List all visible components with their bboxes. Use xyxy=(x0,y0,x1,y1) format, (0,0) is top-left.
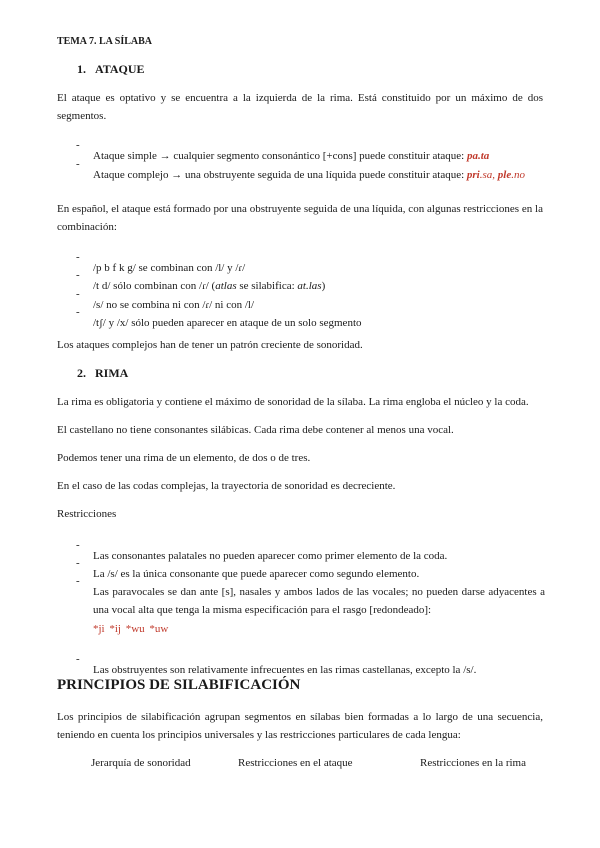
paragraph-restricciones: Restricciones xyxy=(57,508,117,520)
doc-title: TEMA 7. LA SÍLABA xyxy=(57,36,153,47)
list-dash: - xyxy=(76,575,80,587)
list-item-combination-3: /s/ no se combina ni con /ɾ/ ni con /l/ xyxy=(93,299,255,311)
list-dash: - xyxy=(76,251,80,263)
list-dash: - xyxy=(76,269,80,281)
example-atlas: atlas xyxy=(215,280,237,292)
list-item-restriction-4: Las obstruyentes son relativamente infrecuentes en las rimas castellanas, excepto la /s/. xyxy=(93,664,477,676)
example-prisa: pri.sa, xyxy=(466,169,496,181)
paragraph-rima-2: El castellano no tiene consonantes silábicas. Cada rima debe contener al menos una vocal. xyxy=(57,424,454,436)
example-pleno: ple.no xyxy=(497,169,525,181)
paragraph-principios: Los principios de silabificación agrupan segmentos en sílabas bien formadas a lo largo de una secuencia, teniendo en cuenta los principios universales y las restricciones particulares de cada lengua: xyxy=(57,711,543,741)
section-2-number: 2. xyxy=(77,366,86,380)
paragraph-rima-3: Podemos tener una rima de un elemento, de dos o de tres. xyxy=(57,452,311,464)
column-jerarquia: Jerarquía de sonoridad xyxy=(91,757,191,769)
list-dash: - xyxy=(76,557,80,569)
list-dash: - xyxy=(76,158,80,170)
example-pata: pa.ta xyxy=(466,150,490,162)
column-ataque: Restricciones en el ataque xyxy=(238,757,353,769)
section-2-heading: RIMA xyxy=(95,366,129,380)
column-rima: Restricciones en la rima xyxy=(420,757,526,769)
section-1-number: 1. xyxy=(77,62,86,76)
list-dash: - xyxy=(76,139,80,151)
example-at-las: at.las xyxy=(297,280,322,292)
list-item-combination-2: /t d/ sólo combinan con /ɾ/ (atlas se silabifica: at.las) xyxy=(93,280,326,292)
paragraph-rima-1: La rima es obligatoria y contiene el máximo de sonoridad de la sílaba. La rima engloba el núcleo y la coda. xyxy=(57,396,529,408)
paragraph-rima-4: En el caso de las codas complejas, la trayectoria de sonoridad es decreciente. xyxy=(57,480,396,492)
item-text: Ataque simple → cualquier segmento consonántico [+cons] puede constituir ataque: xyxy=(93,150,467,162)
list-dash: - xyxy=(76,539,80,551)
list-item-ataque-complejo xyxy=(93,166,545,184)
item-text: Ataque complejo → una obstruyente seguida de una líquida puede constituir ataque: xyxy=(93,169,467,181)
list-item-ataque-simple xyxy=(93,147,545,165)
list-dash: - xyxy=(76,306,80,318)
heading-principios: PRINCIPIOS DE SILABIFICACIÓN xyxy=(57,677,301,693)
list-item-combination-4: /tʃ/ y /x/ sólo pueden aparecer en ataque de un solo segmento xyxy=(93,317,362,329)
starred-sequences: *ji *ij *wu *uw xyxy=(93,623,169,635)
list-item-combination-1: /p b f k g/ se combinan con /l/ y /ɾ/ xyxy=(93,262,246,274)
paragraph-ataques-complejos: Los ataques complejos han de tener un patrón creciente de sonoridad. xyxy=(57,339,363,351)
list-item-restriction-2: La /s/ es la única consonante que puede aparecer como segundo elemento. xyxy=(93,568,420,580)
paragraph-ataque-espanol: En español, el ataque está formado por una obstruyente seguida de una líquida, con algunas restricciones en la combinación: xyxy=(57,203,543,233)
section-1-heading: ATAQUE xyxy=(95,62,145,76)
list-dash: - xyxy=(76,288,80,300)
list-item-restriction-3: Las paravocales se dan ante [s], nasales y ambos lados de las vocales; no pueden darse adyacentes a una vocal alta que tenga la misma especificación para el rasgo [redondeado]: xyxy=(93,586,545,616)
list-item-restriction-1: Las consonantes palatales no pueden aparecer como primer elemento de la coda. xyxy=(93,550,448,562)
paragraph-ataque-intro: El ataque es optativo y se encuentra a la izquierda de la rima. Está constituido por un máximo de dos segmentos. xyxy=(57,92,543,122)
list-dash: - xyxy=(76,653,80,665)
